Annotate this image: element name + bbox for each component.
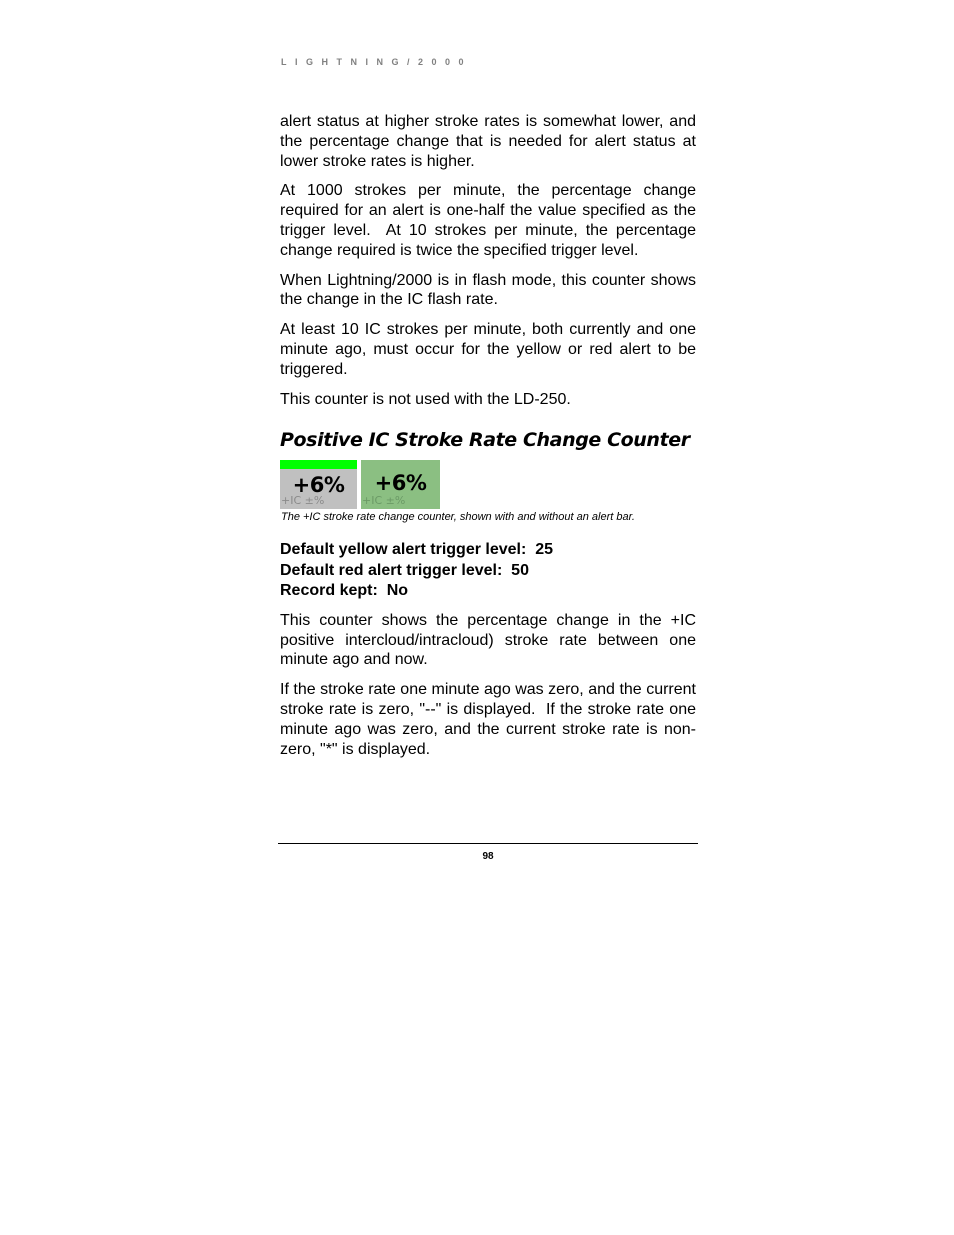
running-header: LIGHTNING/2000 (281, 57, 473, 67)
counter-without-alert-bar (361, 460, 440, 509)
paragraph: alert status at higher stroke rates is somewhat lower, and the percentage change that is needed for alert status at lower stroke rates is higher. (280, 113, 701, 170)
page-body (280, 112, 701, 769)
page-number: 98 (482, 851, 494, 862)
record-kept: Record kept: No (280, 582, 409, 600)
paragraph: At 1000 strokes per minute, the percentage change required for an alert is one-half the value specified as the trigger level. At 10 strokes per minute, the percentage change required is twice the specified trigger level. (280, 182, 701, 259)
counter-figure (280, 460, 696, 509)
alert-bar (280, 460, 357, 469)
counter-value: +6% (374, 471, 427, 496)
paragraph: At least 10 IC strokes per minute, both currently and one minute ago, must occur for the yellow or red alert to be triggered. (280, 321, 701, 378)
paragraph: This counter is not used with the LD-250. (280, 390, 571, 408)
spec-list (280, 540, 696, 602)
paragraph: If the stroke rate one minute ago was zero, and the current stroke rate is zero, "--" is displayed. If the stroke rate one minute ago was zero, and the current stroke rate is non-zero, "*" is displayed. (280, 681, 701, 758)
counter-label: +IC ±% (362, 494, 406, 508)
counter-with-alert-bar (280, 460, 357, 509)
figure-caption: The +IC stroke rate change counter, shown with and without an alert bar. (281, 511, 635, 524)
paragraph: When Lightning/2000 is in flash mode, this counter shows the change in the IC flash rate. (280, 271, 701, 309)
footer-rule (278, 843, 698, 844)
section-heading: Positive IC Stroke Rate Change Counter (280, 429, 690, 452)
counter-label: +IC ±% (281, 494, 325, 508)
counter-value: +6% (292, 473, 345, 498)
yellow-alert-trigger: Default yellow alert trigger level: 25 (280, 541, 553, 559)
paragraph: This counter shows the percentage change in the +IC positive intercloud/intracloud) stroke rate between one minute ago and now. (280, 611, 701, 669)
red-alert-trigger: Default red alert trigger level: 50 (280, 561, 529, 579)
